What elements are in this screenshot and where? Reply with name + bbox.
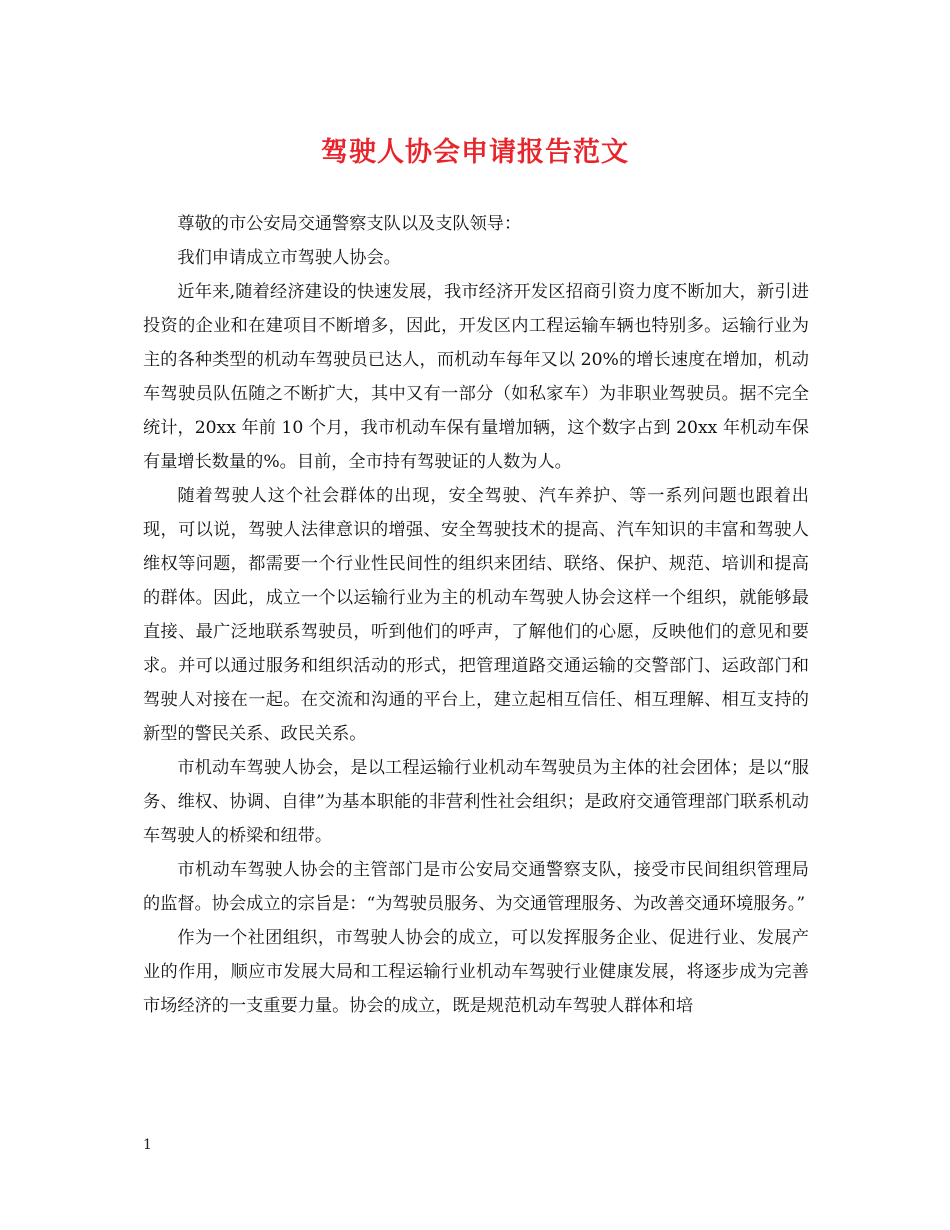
page-number: 1: [143, 1137, 152, 1153]
supervision-paragraph: 市机动车驾驶人协会的主管部门是市公安局交通警察支队，接受市民间组织管理局的监督。协会成立的宗旨是：“为驾驶员服务、为交通管理服务、为改善交通环境服务。”: [143, 860, 809, 914]
background-paragraph: 近年来,随着经济建设的快速发展，我市经济开发区招商引资力度不断加大，新引进投资的企业和在建项目不断增多，因此，开发区内工程运输车辆也特别多。运输行业为主的各种类型的机动车驾驶员已达人，而机动车每年又以 20%的增长速度在增加，机动车驾驶员队伍随之不断扩大，其中又有一部分（如私家车）为非职业驾驶员。据不完全统计，20xx 年前 10 个月，我市机动车保有量增加辆，这个数字占到 20xx 年机动车保有量增长数量的%。目前，全市持有驾驶证的人数为人。: [143, 282, 809, 472]
association-definition-paragraph: 市机动车驾驶人协会，是以工程运输行业机动车驾驶员为主体的社会团体；是以“服务、维权、协调、自律”为基本职能的非营利性社会组织；是政府交通管理部门联系机动车驾驶人的桥梁和纽带。: [143, 758, 809, 846]
role-paragraph: 作为一个社团组织，市驾驶人协会的成立，可以发挥服务企业、促进行业、发展产业的作用，顺应市发展大局和工程运输行业机动车驾驶行业健康发展，将逐步成为完善市场经济的一支重要力量。协会的成立，既是规范机动车驾驶人群体和培: [143, 928, 809, 1016]
request-paragraph: 我们申请成立市驾驶人协会。: [177, 248, 401, 268]
need-paragraph: 随着驾驶人这个社会群体的出现，安全驾驶、汽车养护、等一系列问题也跟着出现，可以说，驾驶人法律意识的增强、安全驾驶技术的提高、汽车知识的丰富和驾驶人维权等问题，都需要一个行业性民间性的组织来团结、联络、保护、规范、培训和提高的群体。因此，成立一个以运输行业为主的机动车驾驶人协会这样一个组织，就能够最直接、最广泛地联系驾驶员，听到他们的呼声，了解他们的心愿，反映他们的意见和要求。并可以通过服务和组织活动的形式，把管理道路交通运输的交警部门、运政部门和驾驶人对接在一起。在交流和沟通的平台上，建立起相互信任、相互理解、相互支持的新型的警民关系、政民关系。: [143, 486, 809, 744]
salutation-paragraph: 尊敬的市公安局交通警察支队以及支队领导：: [177, 214, 522, 234]
document-body: [143, 207, 809, 1023]
document-title: 驾驶人协会申请报告范文: [321, 137, 629, 168]
